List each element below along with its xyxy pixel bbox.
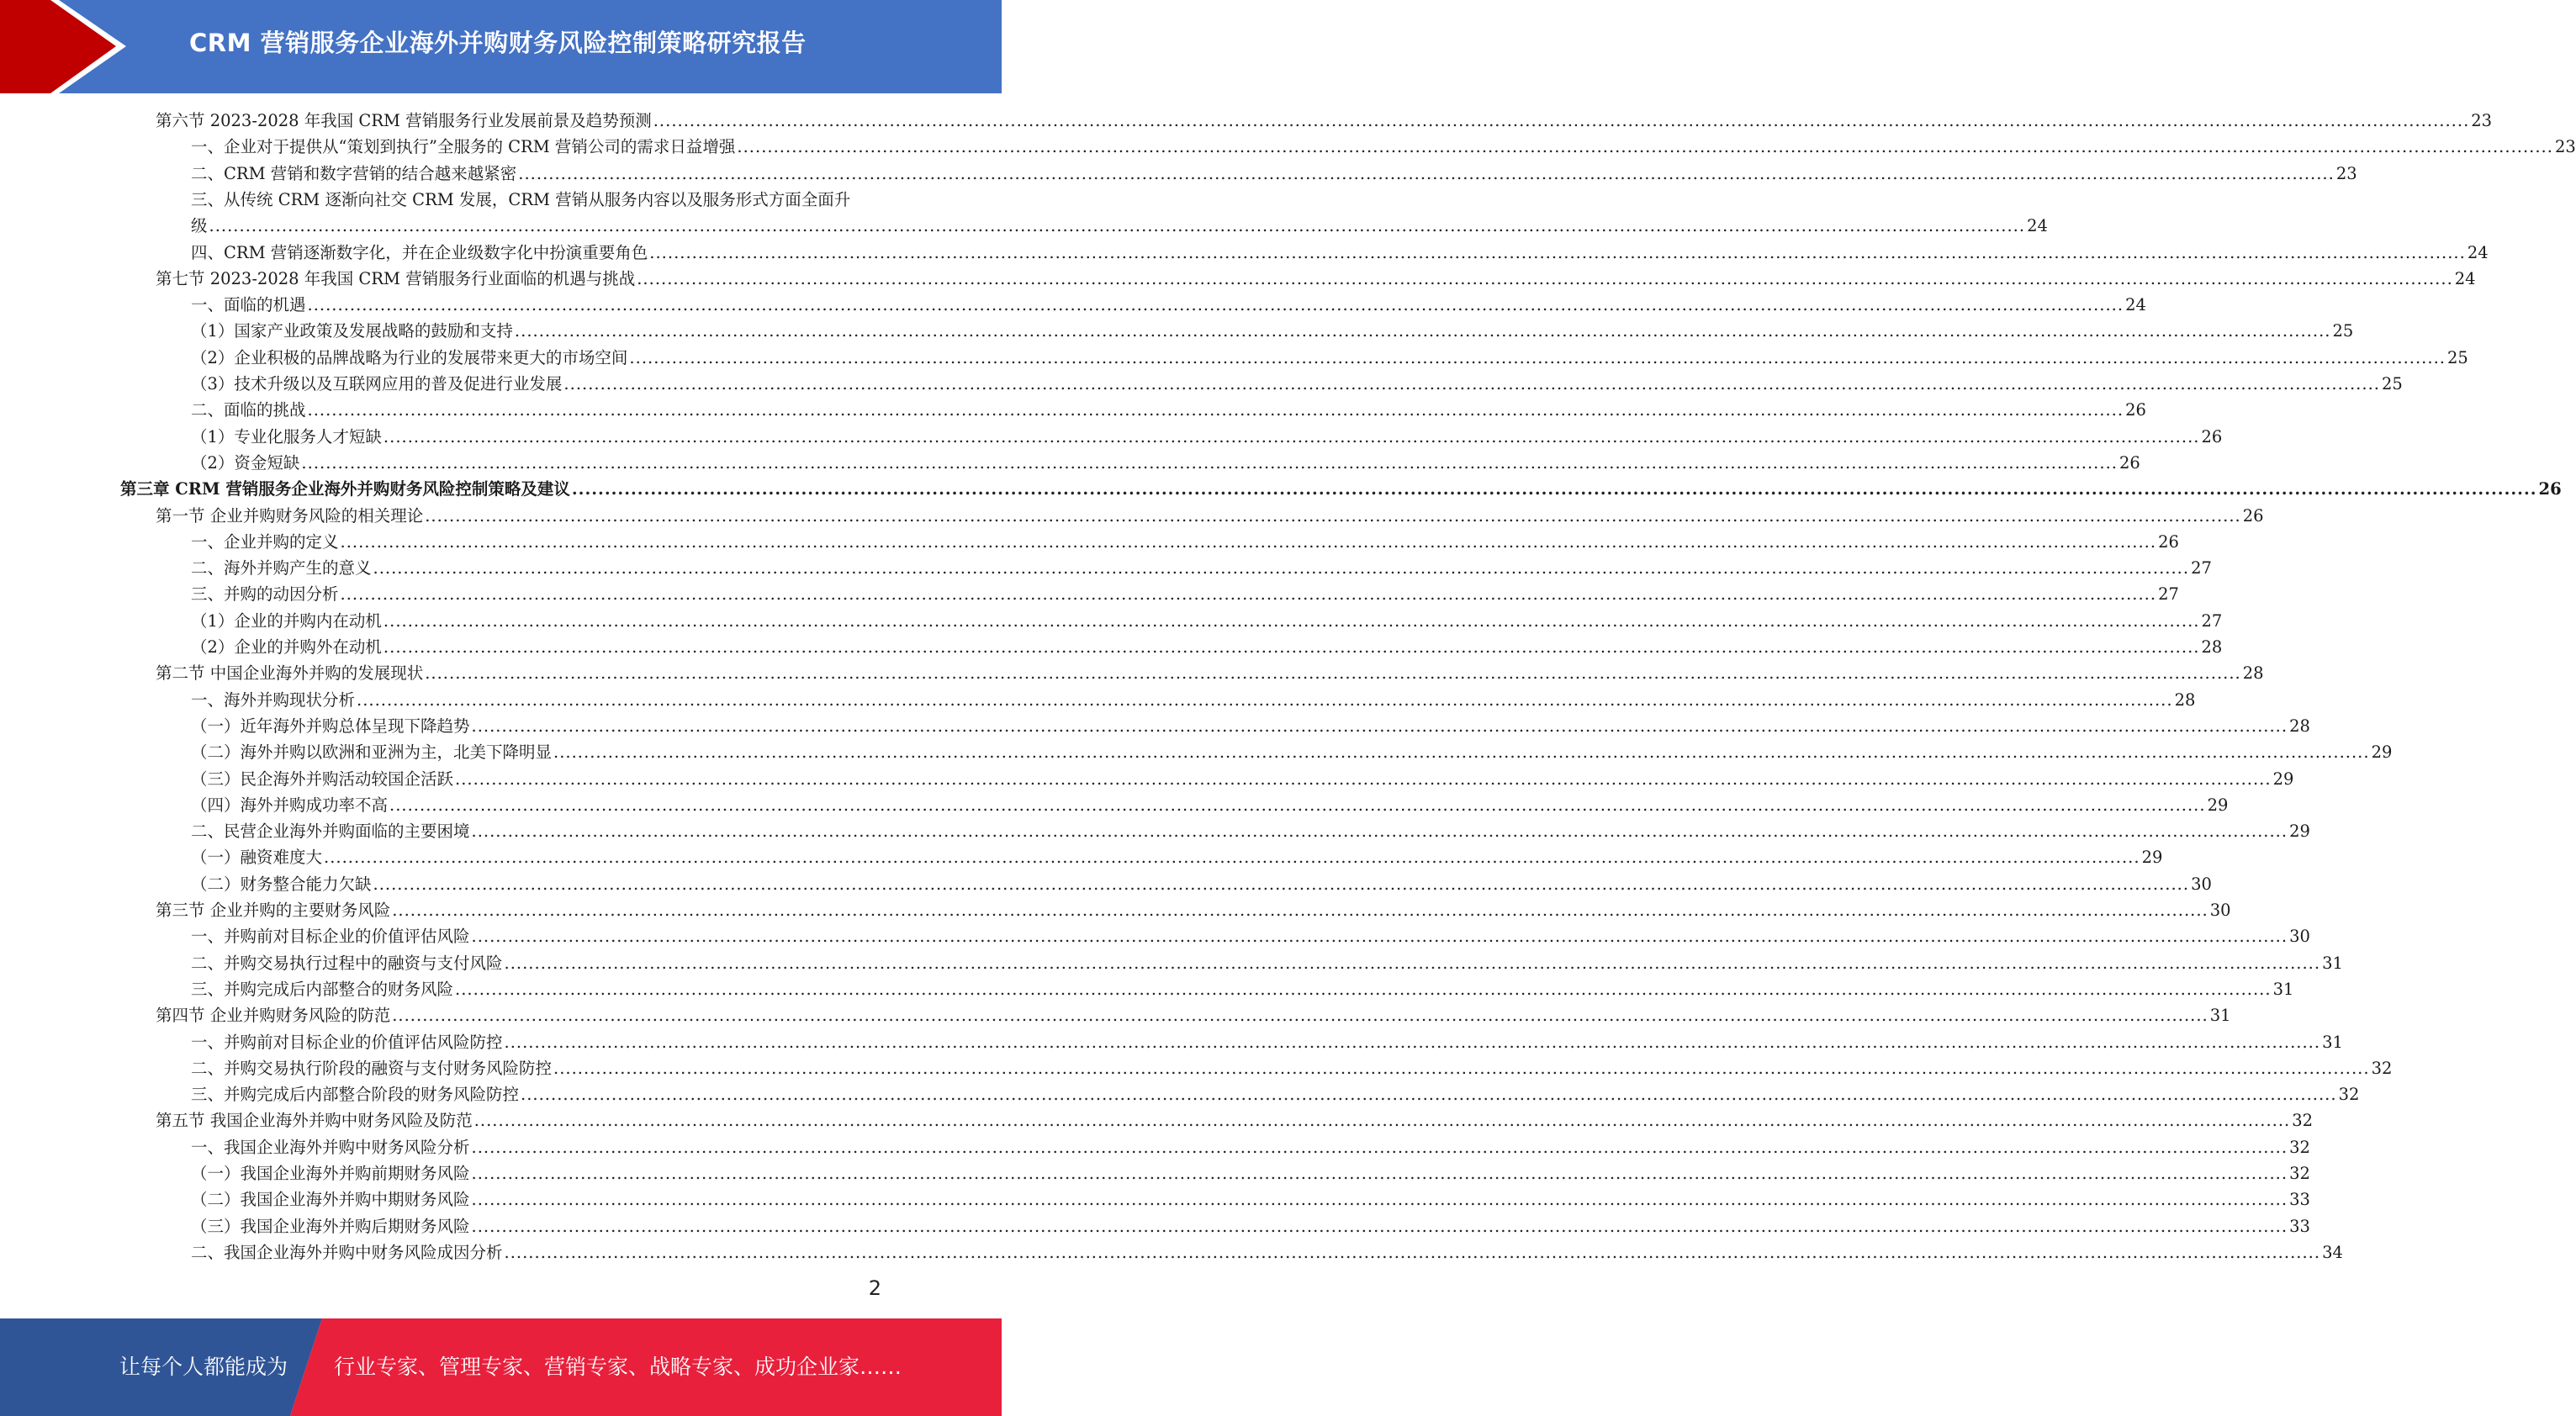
toc-entry[interactable] xyxy=(191,581,2179,607)
toc-entry-label: 二、CRM 营销和数字营销的结合越来越紧密 xyxy=(191,163,517,183)
toc-entry-page: 26 xyxy=(2125,400,2146,420)
toc-entry-label: （二）我国企业海外并购中期财务风险 xyxy=(191,1190,470,1210)
toc-entry-page: 28 xyxy=(2201,637,2223,657)
toc-entry-label: （1）专业化服务人才短缺 xyxy=(191,426,382,446)
toc-leader-dots: ............................................................................................................................................................................................................................................................................................................ xyxy=(649,242,2466,262)
toc-entry-label: 第二节 中国企业海外并购的发展现状 xyxy=(156,663,424,684)
toc-leader-dots: ............................................................................................................................................................................................................................................................................................................ xyxy=(307,295,2124,315)
toc-entry-page: 31 xyxy=(2322,953,2343,973)
toc-entry[interactable] xyxy=(191,1160,2310,1186)
footer-slogan-left: 让每个人都能成为 xyxy=(119,1355,288,1379)
toc-entry-page: 24 xyxy=(2467,242,2489,262)
toc-entry-page: 32 xyxy=(2292,1111,2314,1131)
toc-entry-page: 25 xyxy=(2381,374,2403,394)
toc-entry-label: （2）企业的并购外在动机 xyxy=(191,637,382,657)
toc-entry-label: （2）资金短缺 xyxy=(191,452,300,473)
toc-entry-page: 25 xyxy=(2332,321,2354,341)
toc-leader-dots: ............................................................................................................................................................................................................................................................................................................ xyxy=(514,321,2331,341)
toc-entry[interactable] xyxy=(191,397,2146,423)
toc-leader-dots: ............................................................................................................................................................................................................................................................................................................ xyxy=(473,1111,2291,1131)
toc-entry-label: 二、民营企业海外并购面临的主要困境 xyxy=(191,822,470,842)
toc-entry[interactable] xyxy=(191,371,2403,397)
toc-leader-dots: ............................................................................................................................................................................................................................................................................................................ xyxy=(373,874,2190,894)
toc-leader-dots: ............................................................................................................................................................................................................................................................................................................ xyxy=(209,216,2026,236)
toc-entry[interactable] xyxy=(191,844,2163,870)
toc-entry[interactable] xyxy=(120,476,2562,502)
toc-entry-page: 31 xyxy=(2322,1032,2343,1052)
toc-entry-label: （2）企业积极的品牌战略为行业的发展带来更大的市场空间 xyxy=(191,347,628,367)
toc-entry-label: 第六节 2023-2028 年我国 CRM 营销服务行业发展前景及趋势预测 xyxy=(156,111,652,130)
toc-entry-label: 二、面临的挑战 xyxy=(191,400,306,420)
toc-entry-page: 34 xyxy=(2322,1242,2343,1262)
toc-leader-dots: ............................................................................................................................................................................................................................................................................................................ xyxy=(471,1216,2288,1236)
toc-leader-dots: ............................................................................................................................................................................................................................................................................................................ xyxy=(521,1085,2337,1105)
toc-entry-page: 23 xyxy=(2335,163,2357,183)
toc-entry-label: 二、海外并购产生的意义 xyxy=(191,558,372,579)
toc-entry[interactable] xyxy=(156,108,2493,134)
toc-leader-dots: ............................................................................................................................................................................................................................................................................................................ xyxy=(637,268,2453,288)
toc-entry-label: （二）财务整合能力欠缺 xyxy=(191,874,372,894)
toc-leader-dots: ............................................................................................................................................................................................................................................................................................................ xyxy=(571,479,2537,499)
toc-entry[interactable] xyxy=(191,1239,2343,1265)
toc-entry-page: 28 xyxy=(2242,663,2264,684)
toc-entry-page: 26 xyxy=(2538,479,2562,499)
toc-entry-label: （3）技术升级以及互联网应用的普及促进行业发展 xyxy=(191,374,563,394)
toc-entry[interactable] xyxy=(191,1081,2360,1107)
toc-entry-label: （1）企业的并购内在动机 xyxy=(191,610,382,631)
toc-leader-dots: ............................................................................................................................................................................................................................................................................................................ xyxy=(553,742,2370,763)
toc-entry-label: 一、并购前对目标企业的价值评估风险防控 xyxy=(191,1032,503,1052)
toc-entry-label: 一、企业对于提供从“策划到执行”全服务的 CRM 营销公司的需求日益增强 xyxy=(191,137,736,157)
toc-entry[interactable] xyxy=(156,266,2476,292)
toc-leader-dots: ............................................................................................................................................................................................................................................................................................................ xyxy=(518,163,2335,183)
toc-leader-dots: ............................................................................................................................................................................................................................................................................................................ xyxy=(504,1032,2321,1052)
toc-entry[interactable] xyxy=(191,923,2310,949)
toc-leader-dots: ............................................................................................................................................................................................................................................................................................................ xyxy=(629,347,2446,367)
toc-entry[interactable] xyxy=(191,871,2212,897)
toc-leader-dots: ............................................................................................................................................................................................................................................................................................................ xyxy=(340,531,2157,552)
toc-entry-label: （二）海外并购以欧洲和亚洲为主，北美下降明显 xyxy=(191,742,553,763)
toc-entry-label: （三）民企海外并购活动较国企活跃 xyxy=(191,769,454,789)
toc-entry[interactable] xyxy=(191,187,881,213)
toc-entry-page: 23 xyxy=(2554,137,2576,157)
header-arrow-icon xyxy=(0,0,135,93)
toc-entry-page: 27 xyxy=(2158,584,2179,605)
toc-entry-label: （三）我国企业海外并购后期财务风险 xyxy=(191,1216,470,1236)
toc-entry[interactable] xyxy=(191,634,2223,660)
toc-entry[interactable] xyxy=(191,134,2576,160)
toc-entry-page: 28 xyxy=(2174,690,2196,710)
toc-leader-dots: ............................................................................................................................................................................................................................................................................................................ xyxy=(471,927,2288,947)
toc-leader-dots: ............................................................................................................................................................................................................................................................................................................ xyxy=(504,953,2321,973)
toc-leader-dots: ............................................................................................................................................................................................................................................................................................................ xyxy=(553,1058,2370,1078)
toc-entry[interactable] xyxy=(191,424,2223,450)
toc-entry-page: 26 xyxy=(2158,531,2179,552)
toc-leader-dots: ............................................................................................................................................................................................................................................................................................................ xyxy=(425,663,2241,684)
toc-leader-dots: ............................................................................................................................................................................................................................................................................................................ xyxy=(383,637,2200,657)
toc-entry[interactable] xyxy=(191,792,2229,818)
toc-entry[interactable] xyxy=(191,345,2468,371)
toc-entry-page: 30 xyxy=(2209,901,2231,920)
footer-slogan-right: 行业专家、管理专家、营销专家、战略专家、成功企业家…… xyxy=(334,1355,902,1379)
toc-entry-page: 28 xyxy=(2289,716,2310,736)
toc-leader-dots: ............................................................................................................................................................................................................................................................................................................ xyxy=(425,505,2241,526)
toc-entry-label: （1）国家产业政策及发展战略的鼓励和支持 xyxy=(191,321,513,341)
toc-leader-dots: ............................................................................................................................................................................................................................................................................................................ xyxy=(471,1164,2288,1183)
toc-leader-dots: ............................................................................................................................................................................................................................................................................................................ xyxy=(471,1137,2288,1157)
toc-entry[interactable] xyxy=(191,1213,2310,1239)
toc-entry-page: 24 xyxy=(2125,295,2146,315)
toc-entry-label: 一、海外并购现状分析 xyxy=(191,690,356,710)
toc-entry-page: 23 xyxy=(2471,111,2493,130)
toc-leader-dots: ............................................................................................................................................................................................................................................................................................................ xyxy=(324,848,2140,868)
toc-entry[interactable] xyxy=(156,1107,2314,1133)
toc-leader-dots: ............................................................................................................................................................................................................................................................................................................ xyxy=(653,111,2470,130)
toc-leader-dots: ............................................................................................................................................................................................................................................................................................................ xyxy=(471,1190,2288,1210)
toc-entry-label: （一）融资难度大 xyxy=(191,848,323,868)
toc-entry[interactable] xyxy=(156,660,2264,686)
toc-entry[interactable] xyxy=(191,1186,2310,1213)
toc-entry-label: 二、并购交易执行阶段的融资与支付财务风险防控 xyxy=(191,1058,553,1078)
toc-entry-page: 30 xyxy=(2289,927,2310,947)
toc-entry[interactable] xyxy=(156,503,2264,529)
toc-entry-page: 29 xyxy=(2371,742,2393,763)
toc-entry-label: 一、面临的机遇 xyxy=(191,295,306,315)
toc-leader-dots: ............................................................................................................................................................................................................................................................................................................ xyxy=(392,901,2208,920)
toc-entry-page: 32 xyxy=(2371,1058,2393,1078)
toc-entry[interactable] xyxy=(191,240,2489,266)
toc-entry-page: 31 xyxy=(2272,979,2294,999)
toc-entry[interactable] xyxy=(191,687,2196,713)
page-header xyxy=(0,0,1002,93)
toc-entry-label: 级 xyxy=(191,216,208,236)
toc-entry-page: 24 xyxy=(2454,268,2476,288)
toc-leader-dots: ............................................................................................................................................................................................................................................................................................................ xyxy=(455,769,2272,789)
toc-entry[interactable] xyxy=(191,739,2393,765)
toc-leader-dots: ............................................................................................................................................................................................................................................................................................................ xyxy=(389,795,2206,815)
toc-entry-page: 30 xyxy=(2191,874,2212,894)
page-footer xyxy=(0,1318,1002,1416)
toc-entry[interactable] xyxy=(191,1134,2310,1160)
toc-entry-page: 26 xyxy=(2242,505,2264,526)
toc-leader-dots: ............................................................................................................................................................................................................................................................................................................ xyxy=(504,1242,2321,1262)
page-number: 2 xyxy=(868,1276,881,1300)
toc-entry-label: （一）近年海外并购总体呈现下降趋势 xyxy=(191,716,470,736)
toc-leader-dots: ............................................................................................................................................................................................................................................................................................................ xyxy=(471,822,2288,842)
toc-entry[interactable] xyxy=(191,1029,2343,1055)
toc-leader-dots: ............................................................................................................................................................................................................................................................................................................ xyxy=(737,137,2553,157)
toc-entry-page: 29 xyxy=(2272,769,2294,789)
toc-entry[interactable] xyxy=(191,529,2179,555)
toc-entry-label: 一、我国企业海外并购中财务风险分析 xyxy=(191,1137,470,1157)
toc-entry-page: 33 xyxy=(2289,1216,2310,1236)
toc-entry[interactable] xyxy=(191,976,2294,1002)
toc-entry-page: 24 xyxy=(2027,216,2048,236)
toc-leader-dots: ............................................................................................................................................................................................................................................................................................................ xyxy=(301,452,2118,473)
toc-entry-page: 29 xyxy=(2207,795,2229,815)
toc-entry-page: 32 xyxy=(2289,1137,2310,1157)
toc-entry[interactable] xyxy=(191,1055,2393,1081)
toc-leader-dots: ............................................................................................................................................................................................................................................................................................................ xyxy=(373,558,2190,579)
toc-entry-page: 27 xyxy=(2201,610,2223,631)
toc-entry-label: 三、并购完成后内部整合阶段的财务风险防控 xyxy=(191,1085,520,1105)
toc-entry-page: 32 xyxy=(2338,1085,2360,1105)
toc-entry-label: 三、并购的动因分析 xyxy=(191,584,339,605)
toc-entry[interactable] xyxy=(156,897,2231,923)
toc-entry-label: 一、企业并购的定义 xyxy=(191,531,339,552)
toc-leader-dots: ............................................................................................................................................................................................................................................................................................................ xyxy=(383,610,2200,631)
toc-entry-page: 31 xyxy=(2209,1006,2231,1026)
toc-entry[interactable] xyxy=(191,555,2212,581)
toc-entry-label: 第七节 2023-2028 年我国 CRM 营销服务行业面临的机遇与挑战 xyxy=(156,268,636,288)
toc-entry-page: 32 xyxy=(2289,1164,2310,1183)
toc-entry[interactable] xyxy=(191,213,2048,239)
toc-entry-page: 29 xyxy=(2289,822,2310,842)
toc-entry-label: 一、并购前对目标企业的价值评估风险 xyxy=(191,927,470,947)
toc-entry-page: 27 xyxy=(2191,558,2212,579)
toc-leader-dots: ............................................................................................................................................................................................................................................................................................................ xyxy=(455,979,2272,999)
toc-entry[interactable] xyxy=(191,161,2357,187)
toc-entry[interactable] xyxy=(191,766,2294,792)
toc-entry-page: 25 xyxy=(2446,347,2468,367)
toc-leader-dots: ............................................................................................................................................................................................................................................................................................................ xyxy=(340,584,2157,605)
toc-entry[interactable] xyxy=(191,608,2223,634)
toc-entry[interactable] xyxy=(191,318,2354,344)
toc-entry-label: 第三节 企业并购的主要财务风险 xyxy=(156,901,391,920)
toc-entry-page: 29 xyxy=(2141,848,2163,868)
toc-entry-label: 四、CRM 营销逐渐数字化，并在企业级数字化中扮演重要角色 xyxy=(191,242,648,262)
toc-entry-label: 二、我国企业海外并购中财务风险成因分析 xyxy=(191,1242,503,1262)
toc-entry-label: 二、并购交易执行过程中的融资与支付风险 xyxy=(191,953,503,973)
toc-leader-dots: ............................................................................................................................................................................................................................................................................................................ xyxy=(383,426,2200,446)
toc-entry-label: 第三章 CRM 营销服务企业海外并购财务风险控制策略及建议 xyxy=(120,479,570,499)
toc-entry-label: 第五节 我国企业海外并购中财务风险及防范 xyxy=(156,1111,473,1131)
toc-entry-label: （一）我国企业海外并购前期财务风险 xyxy=(191,1164,470,1183)
toc-entry[interactable] xyxy=(191,450,2140,476)
toc-entry-page: 26 xyxy=(2118,452,2140,473)
toc-leader-dots: ............................................................................................................................................................................................................................................................................................................ xyxy=(357,690,2173,710)
toc-entry-page: 26 xyxy=(2201,426,2223,446)
toc-entry-label: 三、并购完成后内部整合的财务风险 xyxy=(191,979,454,999)
toc-leader-dots: ............................................................................................................................................................................................................................................................................................................ xyxy=(563,374,2380,394)
toc-leader-dots: ............................................................................................................................................................................................................................................................................................................ xyxy=(471,716,2288,736)
toc-entry-label: 第一节 企业并购财务风险的相关理论 xyxy=(156,505,424,526)
toc-entry[interactable] xyxy=(191,713,2310,739)
toc-entry[interactable] xyxy=(156,1002,2231,1028)
toc-entry-label: （四）海外并购成功率不高 xyxy=(191,795,389,815)
toc-entry[interactable] xyxy=(191,950,2343,976)
toc-entry-label: 三、从传统 CRM 逐渐向社交 CRM 发展，CRM 营销从服务内容以及服务形式方面全面升 xyxy=(191,189,851,209)
report-title: CRM 营销服务企业海外并购财务风险控制策略研究报告 xyxy=(189,29,807,57)
toc-leader-dots: ............................................................................................................................................................................................................................................................................................................ xyxy=(392,1006,2208,1026)
toc-entry-page: 33 xyxy=(2289,1190,2310,1210)
toc-entry-label: 第四节 企业并购财务风险的防范 xyxy=(156,1006,391,1026)
toc-leader-dots: ............................................................................................................................................................................................................................................................................................................ xyxy=(307,400,2124,420)
toc-entry[interactable] xyxy=(191,292,2146,318)
toc-entry[interactable] xyxy=(191,818,2310,844)
